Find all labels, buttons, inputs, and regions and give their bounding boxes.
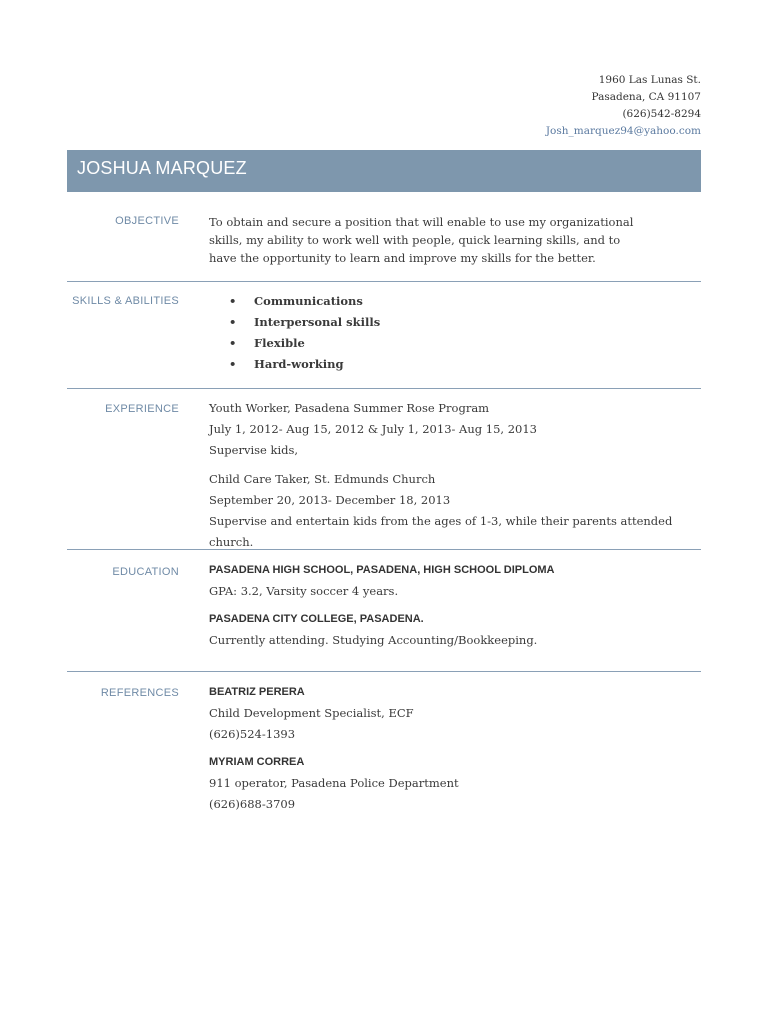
reference-role: 911 operator, Pasadena Police Department bbox=[209, 776, 459, 790]
objective-section bbox=[67, 192, 701, 282]
reference-phone: (626)688-3709 bbox=[209, 797, 296, 811]
objective-line: To obtain and secure a position that will enable to use my organizational bbox=[209, 215, 634, 229]
objective-line: have the opportunity to learn and improve my skills for the better. bbox=[209, 251, 596, 265]
skill-item bbox=[209, 333, 699, 354]
skill-item bbox=[209, 354, 699, 375]
objective-text bbox=[209, 213, 699, 267]
references-section bbox=[67, 672, 701, 822]
objective-label: OBJECTIVE bbox=[115, 215, 179, 227]
job-title: Youth Worker, Pasadena Summer Rose Program bbox=[209, 401, 490, 415]
skill-label: Interpersonal skills bbox=[254, 315, 381, 329]
skill-item bbox=[209, 312, 699, 333]
experience-section bbox=[67, 389, 701, 550]
reference-phone: (626)524-1393 bbox=[209, 727, 296, 741]
school-detail: Currently attending. Studying Accounting/Bookkeeping. bbox=[209, 633, 538, 647]
school-entry bbox=[209, 560, 699, 602]
candidate-name: JOSHUA MARQUEZ bbox=[77, 158, 247, 178]
job-entry bbox=[209, 398, 699, 461]
job-description: Supervise and entertain kids from the ages of 1-3, while their parents attended church. bbox=[209, 514, 673, 549]
skill-label: Flexible bbox=[254, 336, 305, 350]
bullet-icon: • bbox=[229, 294, 237, 308]
job-title: Child Care Taker, St. Edmunds Church bbox=[209, 472, 436, 486]
experience-label: EXPERIENCE bbox=[105, 403, 179, 415]
school-entry bbox=[209, 609, 699, 651]
references-content bbox=[209, 682, 699, 815]
reference-name: MYRIAM CORREA bbox=[209, 756, 305, 768]
contact-street: 1960 Las Lunas St. bbox=[598, 74, 701, 86]
bullet-icon: • bbox=[229, 336, 237, 350]
job-dates: July 1, 2012- Aug 15, 2012 & July 1, 2013- Aug 15, 2013 bbox=[209, 422, 537, 436]
school-name: PASADENA HIGH SCHOOL, PASADENA, HIGH SCHOOL DIPLOMA bbox=[209, 564, 555, 576]
skills-section bbox=[67, 282, 701, 389]
contact-block bbox=[546, 72, 701, 140]
experience-content bbox=[209, 398, 699, 553]
skill-label: Hard-working bbox=[254, 357, 344, 371]
job-dates: September 20, 2013- December 18, 2013 bbox=[209, 493, 451, 507]
job-entry bbox=[209, 469, 699, 553]
skill-item bbox=[209, 291, 699, 312]
objective-line: skills, my ability to work well with people, quick learning skills, and to bbox=[209, 233, 621, 247]
school-name: PASADENA CITY COLLEGE, PASADENA. bbox=[209, 613, 424, 625]
name-banner bbox=[67, 150, 701, 192]
references-label: REFERENCES bbox=[100, 687, 179, 699]
education-label: EDUCATION bbox=[112, 566, 179, 578]
school-detail: GPA: 3.2, Varsity soccer 4 years. bbox=[209, 584, 399, 598]
skills-label: SKILLS & ABILITIES bbox=[72, 295, 179, 307]
reference-role: Child Development Specialist, ECF bbox=[209, 706, 414, 720]
contact-phone: (626)542-8294 bbox=[622, 108, 701, 120]
skill-label: Communications bbox=[254, 294, 363, 308]
bullet-icon: • bbox=[229, 357, 237, 371]
bullet-icon: • bbox=[229, 315, 237, 329]
contact-city: Pasadena, CA 91107 bbox=[591, 91, 701, 103]
contact-email-link[interactable]: Josh_marquez94@yahoo.com bbox=[545, 125, 701, 137]
education-content bbox=[209, 560, 699, 651]
job-description: Supervise kids, bbox=[209, 443, 299, 457]
education-section bbox=[67, 550, 701, 672]
skills-list bbox=[209, 291, 699, 375]
reference-entry bbox=[209, 752, 699, 815]
reference-entry bbox=[209, 682, 699, 745]
reference-name: BEATRIZ PERERA bbox=[209, 686, 305, 698]
